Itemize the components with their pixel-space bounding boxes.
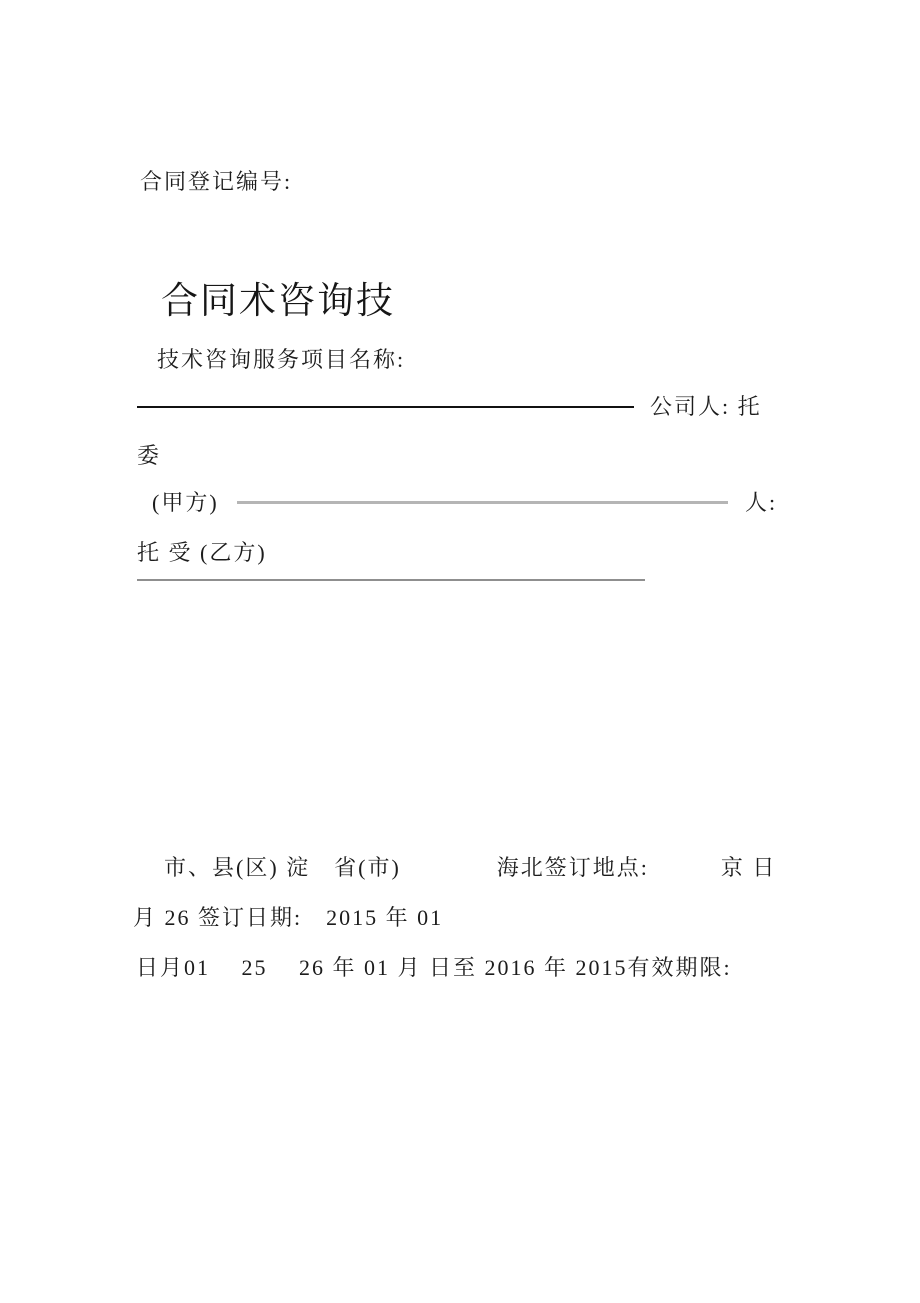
signing-date-line: 月 26 签订日期: 2015 年 01 [133,905,444,930]
project-name-blank-line [137,406,634,408]
party-a-blank-line [237,501,728,504]
validity-period-line: 日月01 25 26 年 01 月 日至 2016 年 2015有效期限: [136,955,732,980]
party-a-paren-label: (甲方) [152,490,219,515]
party-b-blank-line [137,579,645,581]
project-name-label: 技术咨询服务项目名称: [157,347,406,372]
signing-location-line: 市、县(区) 淀 省(市) 海北签订地点: 京 日 [164,855,777,880]
party-a-text-fragment: 公司人: 托 [650,394,762,419]
party-a-text-fragment-2: 人: [745,490,778,515]
contract-title: 合同术咨询技 [161,281,395,322]
registration-number-label: 合同登记编号: [140,169,293,194]
party-b-label: 托 受 (乙方) [137,540,267,565]
party-a-wrapped-char: 委 [137,443,162,468]
